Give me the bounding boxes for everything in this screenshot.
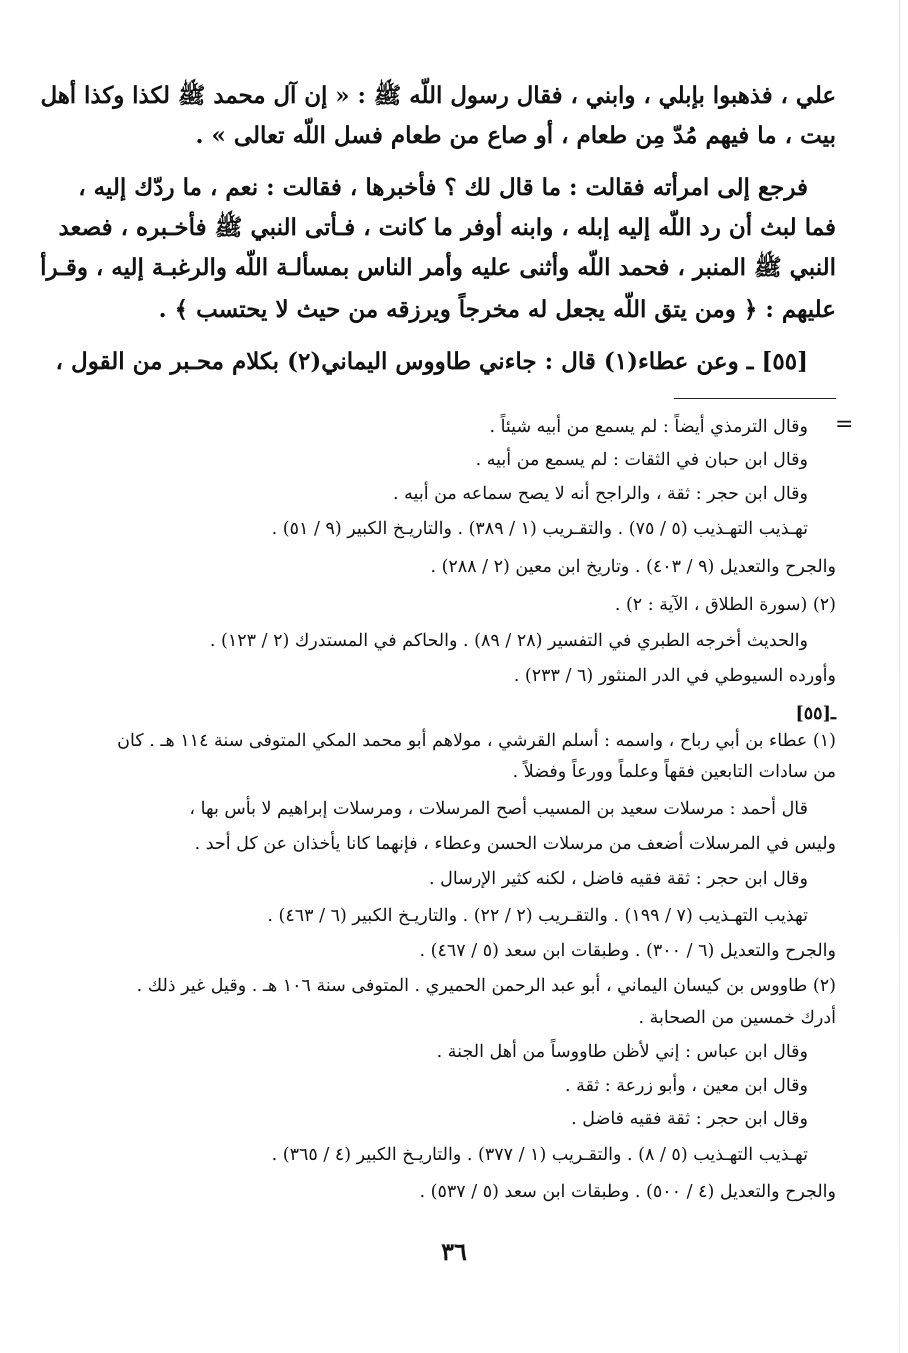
footnote-separator xyxy=(674,398,836,399)
footnote-line: من سادات التابعين فقهاً وعلماً وورعاً وفضلاً . xyxy=(512,762,836,782)
footnote-line: تهـذيب التهـذيب (٥ / ٧٥) . والتقـريب (١ / ٣٨٩) . والتاريـخ الكبير (٩ / ٥١) . xyxy=(271,519,808,539)
footnote-line: وقال الترمذي أيضاً : لم يسمع من أبيه شيئاً . xyxy=(489,417,808,437)
footnote-line: (١) عطاء بن أبي رباح ، واسمه : أسلم القرشي ، مولاهم أبو محمد المكي المتوفى سنة ١١٤ هـ . كان xyxy=(117,731,836,751)
footnote-line: (٢) طاووس بن كيسان اليماني ، أبو عبد الرحمن الحميري . المتوفى سنة ١٠٦ هـ . وقيل غير ذلك . xyxy=(136,976,836,996)
footnote-line: قال أحمد : مرسلات سعيد بن المسيب أصح المرسلات ، ومرسلات إبراهيم لا بأس بها ، xyxy=(189,799,808,819)
footnote-line: وقال ابن حجر : ثقة فقيه فاضل ، لكنه كثير الإرسال . xyxy=(429,869,808,889)
footnote-line: والحديث أخرجه الطبري في التفسير (٢٨ / ٨٩) . والحاكم في المستدرك (٢ / ١٢٣) . xyxy=(209,631,808,651)
footnote-line: وقال ابن حجر : ثقة فقيه فاضل . xyxy=(571,1109,808,1129)
footnote-line: تهذيب التهـذيب (٧ / ١٩٩) . والتقـريب (٢ / ٢٢) . والتاريـخ الكبير (٦ / ٤٦٣) . xyxy=(267,906,808,926)
footnote-hadith-ref: ـ[٥٥] xyxy=(795,704,836,724)
body-line: فرجع إلى امرأته فقالت : ما قال لك ؟ فأخبرها ، فقالت : نعم ، ما ردّك إليه ، xyxy=(78,174,808,201)
footnote-line: وقال ابن حجر : ثقة ، والراجح أنه لا يصح سماعه من أبيه . xyxy=(393,484,808,504)
footnote-line: والجرح والتعديل (٦ / ٣٠٠) . وطبقات ابن سعد (٥ / ٤٦٧) . xyxy=(419,941,836,961)
footnote-line: تهـذيب التهـذيب (٥ / ٨) . والتقـريب (١ / ٣٧٧) . والتاريـخ الكبير (٤ / ٣٦٥) . xyxy=(271,1145,808,1165)
footnote-continuation-mark: = xyxy=(835,412,854,437)
footnote-line: وقال ابن حبان في الثقات : لم يسمع من أبيه . xyxy=(475,450,808,470)
footnote-line: وقال ابن عباس : إني لأظن طاووساً من أهل الجنة . xyxy=(436,1042,808,1062)
footnote-line: وليس في المرسلات أضعف من مرسلات الحسن وعطاء ، فإنهما كانا يأخذان عن كل أحد . xyxy=(194,834,836,854)
body-line: فما لبث أن رد اللّه إليه إبله ، وابنه أوفر ما كانت ، فـأتى النبي ﷺ فأخـبره ، فصعد xyxy=(58,214,836,241)
footnote-line: وأورده السيوطي في الدر المنثور (٦ / ٢٣٣) . xyxy=(513,666,836,686)
page-number: ٣٦ xyxy=(441,1237,467,1266)
footnote-line: وقال ابن معين ، وأبو زرعة : ثقة . xyxy=(564,1076,808,1096)
footnote-line: والجرح والتعديل (٩ / ٤٠٣) . وتاريخ ابن معين (٢ / ٢٨٨) . xyxy=(430,557,836,577)
body-line: النبي ﷺ المنبر ، فحمد اللّه وأثنى عليه وأمر الناس بمسألـة اللّه والرغبـة إليه ، وقـرأ xyxy=(40,254,836,281)
body-line: علي ، فذهبوا بإبلي ، وابني ، فقال رسول اللّه ﷺ : « إن آل محمد ﷺ لكذا وكذا أهل xyxy=(40,83,836,109)
footnote-line: أدرك خمسين من الصحابة . xyxy=(638,1008,836,1028)
scan-edge xyxy=(899,0,900,1353)
footnote-line: (٢) (سورة الطلاق ، الآية : ٢) . xyxy=(614,595,836,615)
footnote-line: والجرح والتعديل (٤ / ٥٠٠) . وطبقات ابن سعد (٥ / ٥٣٧) . xyxy=(419,1182,836,1202)
body-line: عليهم : ﴿ ومن يتق اللّه يجعل له مخرجاً ويرزقه من حيث لا يحتسب ﴾ . xyxy=(158,296,836,323)
hadith-heading-line: [٥٥] ـ وعن عطاء(١) قال : جاءني طاووس اليماني(٢) بكلام محـبر من القول ، xyxy=(55,348,808,375)
body-line: بيت ، ما فيهم مُدّ مِن طعام ، أو صاع من طعام فسل اللّه تعالى » . xyxy=(195,122,836,149)
